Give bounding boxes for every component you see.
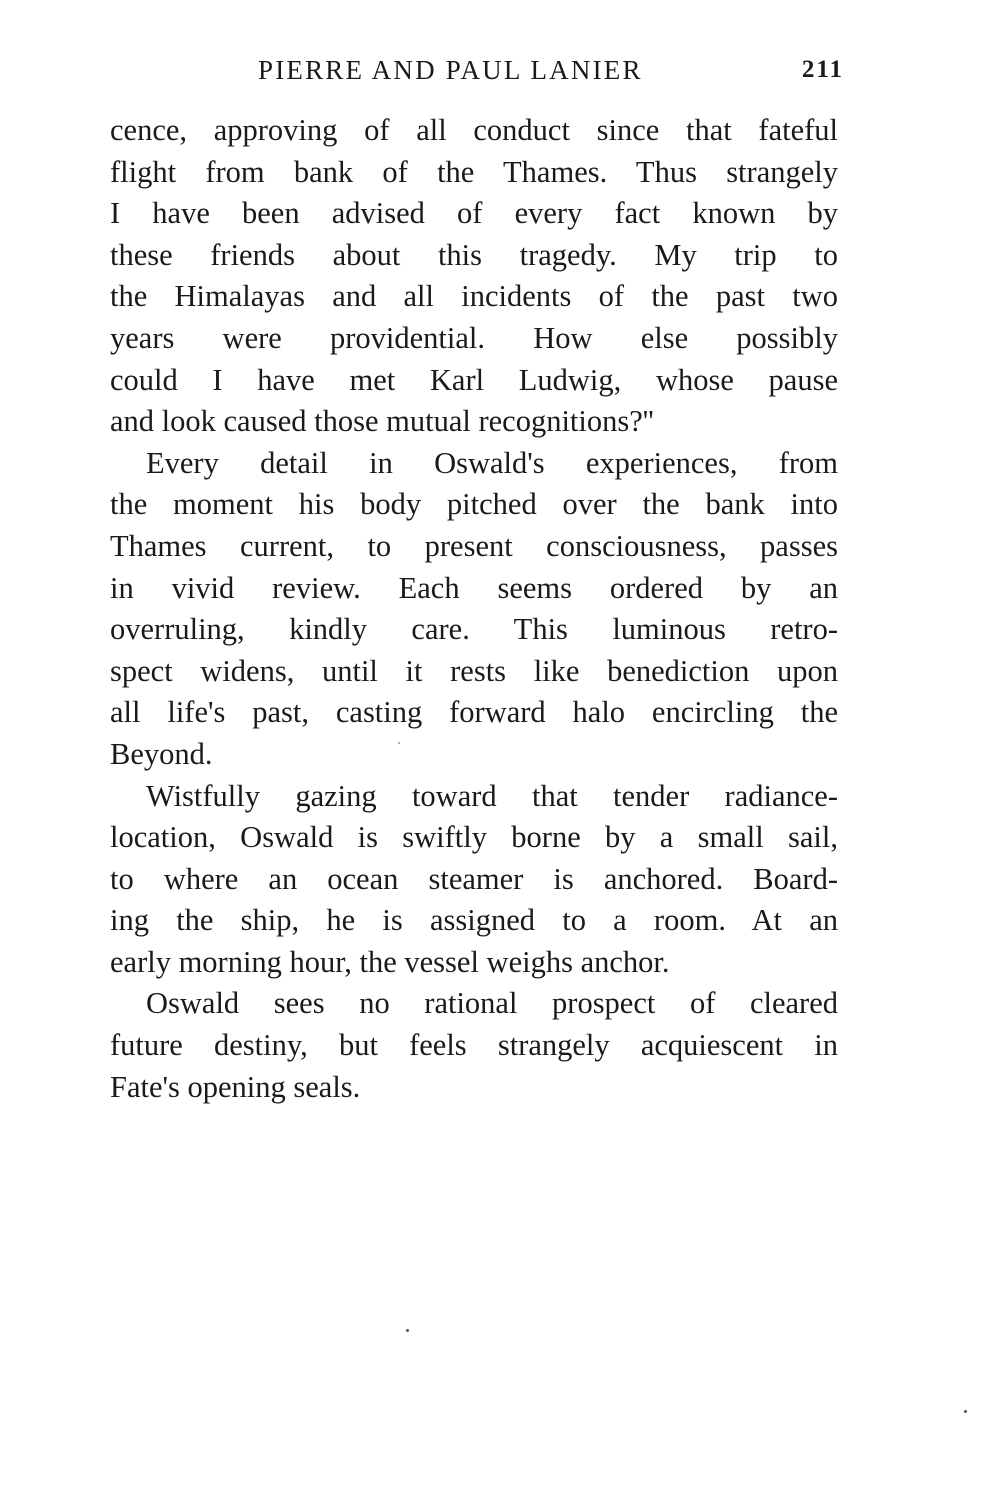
text-line: years were providential. How else possibly [110, 320, 838, 355]
text-line: future destiny, but feels strangely acquiescent in [110, 1028, 838, 1063]
scan-speck [398, 742, 400, 744]
text-line: these friends about this tragedy. My trip to [110, 237, 838, 272]
text-line: Wistfully gazing toward that tender radiance- [146, 778, 838, 813]
paragraph-2 [110, 443, 838, 776]
text-line: the Himalayas and all incidents of the past two [110, 279, 838, 314]
text-line: overruling, kindly care. This luminous retro- [110, 612, 838, 647]
running-title: PIERRE AND PAUL LANIER [258, 55, 643, 85]
text-line: I have been advised of every fact known by [110, 196, 838, 231]
text-line: to where an ocean steamer is anchored. Board- [110, 861, 838, 896]
running-head [110, 50, 844, 90]
text-line: and look caused those mutual recognitions?'' [110, 404, 654, 439]
text-line: flight from bank of the Thames. Thus strangely [110, 154, 838, 189]
text-line: all life's past, casting forward halo encircling the [110, 695, 838, 730]
text-line: the moment his body pitched over the bank into [110, 487, 838, 522]
text-line: Oswald sees no rational prospect of cleared [146, 986, 838, 1021]
text-line: Beyond. [110, 736, 213, 771]
body-text [110, 110, 838, 1108]
page-number: 211 [801, 56, 844, 83]
text-line: spect widens, until it rests like benediction upon [110, 653, 838, 688]
scan-speck [406, 1329, 409, 1332]
paragraph-4 [110, 983, 838, 1108]
text-line: Every detail in Oswald's experiences, from [146, 445, 838, 480]
text-line: location, Oswald is swiftly borne by a small sail, [110, 820, 838, 855]
paragraph-3 [110, 776, 838, 984]
text-line: Thames current, to present consciousness, passes [110, 528, 838, 563]
text-line: in vivid review. Each seems ordered by an [110, 570, 838, 605]
text-line: Fate's opening seals. [110, 1069, 361, 1104]
text-line: ing the ship, he is assigned to a room. At an [110, 903, 838, 938]
scan-speck [964, 1410, 967, 1413]
paragraph-1 [110, 110, 838, 443]
text-line: cence, approving of all conduct since that fateful [110, 113, 838, 147]
text-line: could I have met Karl Ludwig, whose pause [110, 362, 838, 397]
text-line: early morning hour, the vessel weighs anchor. [110, 944, 670, 979]
